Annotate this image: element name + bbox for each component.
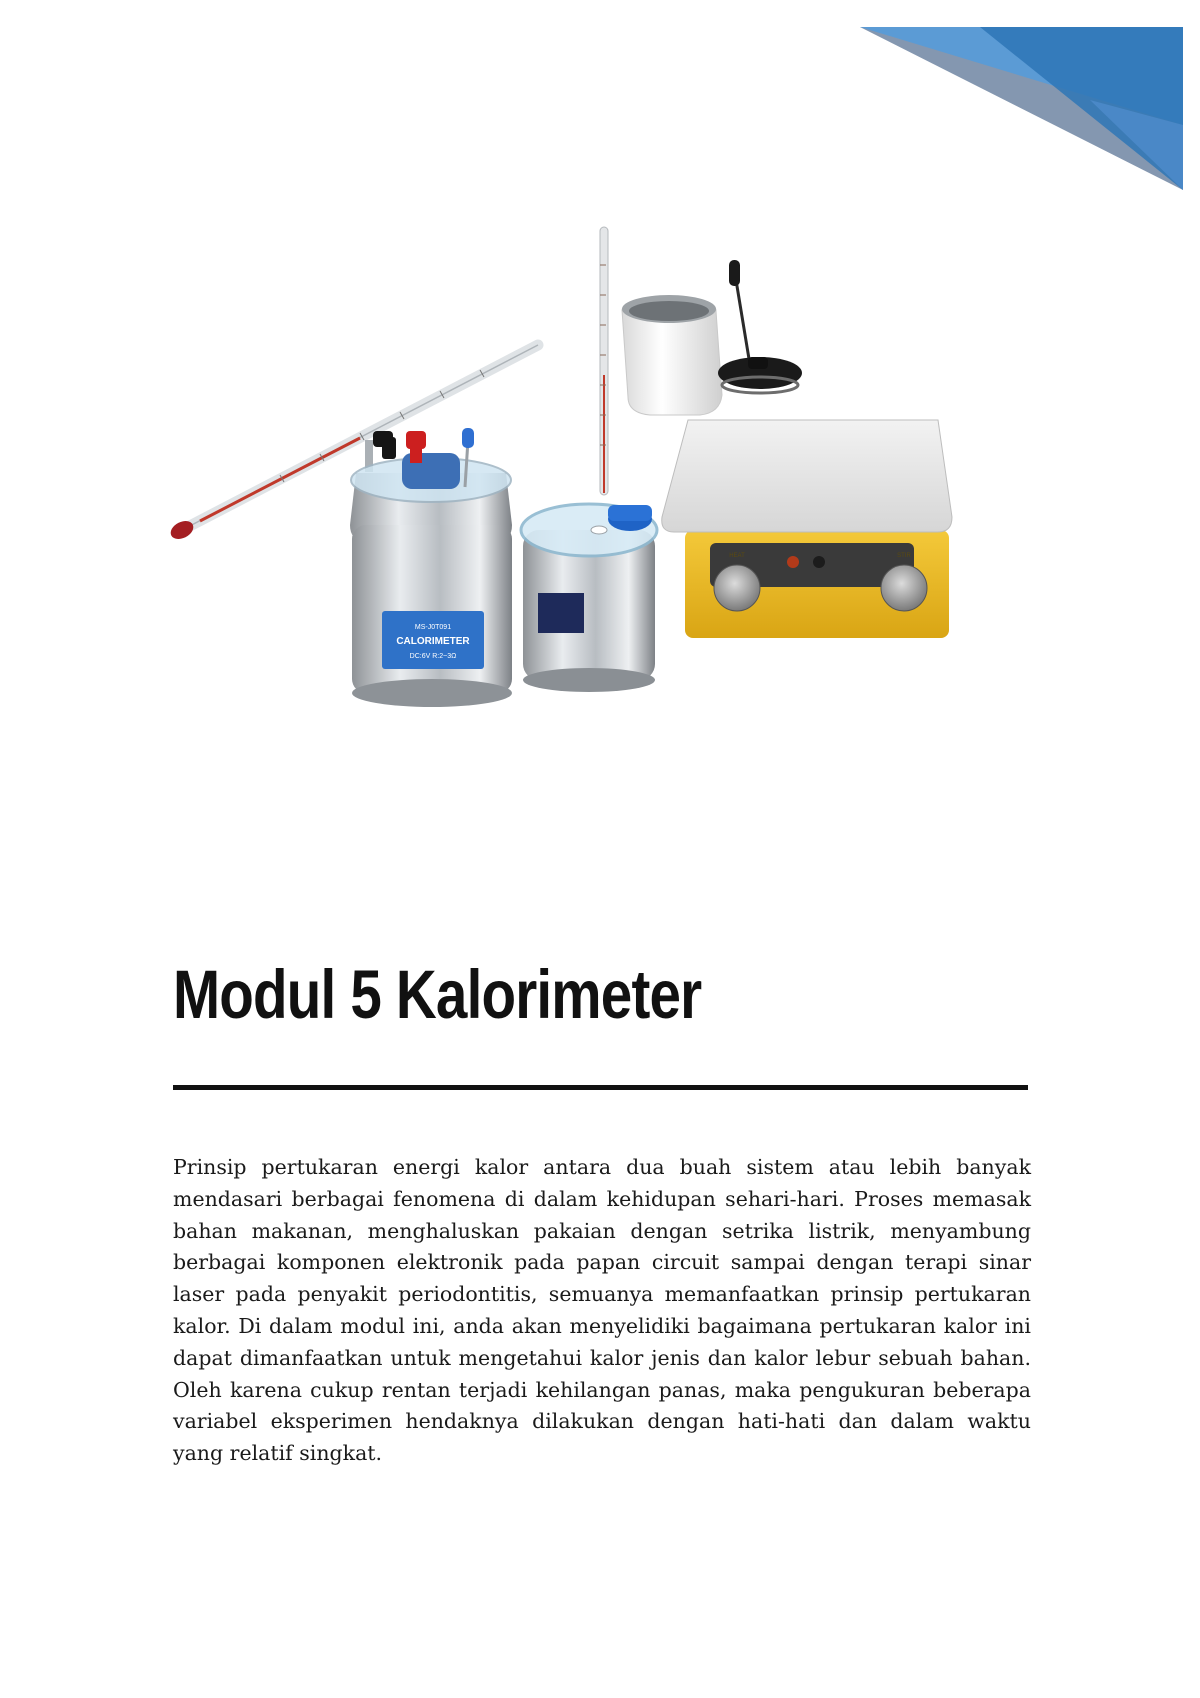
stirrer	[718, 260, 802, 393]
hotplate-stirrer	[662, 420, 952, 638]
calorimeter-small	[521, 504, 657, 692]
intro-paragraph: Prinsip pertukaran energi kalor antara dua buah sistem atau lebih banyak mendasari berbagai fenomena di dalam kehidupan sehari-hari. Proses memasak bahan makanan, menghaluskan pakaian dengan setrika listrik, menyambung berbagai komponen elektronik pada papan circuit sampai dengan terapi sinar laser pada penyakit periodontitis, semuanya memanfaatkan prinsip pertukaran kalor. Di dalam modul ini, anda akan menyelidiki bagaimana pertukaran kalor ini dapat dimanfaatkan untuk mengetahui kalor jenis dan kalor lebur sebuah bahan. Oleh karena cukup rentan terjadi kehilangan panas, maka pengukuran beberapa variabel eksperimen hendaknya dilakukan dengan hati-hati dan dalam waktu yang relatif singkat.	[173, 1155, 1031, 1466]
title-divider	[173, 1085, 1028, 1090]
hotplate-stir-label: STIR	[897, 553, 911, 559]
calorimeter-stainless	[350, 428, 512, 707]
calorimeter-label-text: CALORIMETER	[396, 636, 470, 647]
corner-triangle-dark	[980, 27, 1183, 190]
corner-decoration	[0, 0, 1200, 200]
calorimeter-spec-text: DC:6V R:2~3Ω	[409, 653, 457, 660]
equipment-illustration	[160, 225, 1030, 715]
calorimeter-model-text: MS-J0T091	[414, 624, 452, 631]
inner-cup	[622, 295, 722, 415]
thermometer-vertical	[600, 227, 608, 495]
hotplate-heat-label: HEAT	[729, 553, 745, 559]
page-title: Modul 5 Kalorimeter	[173, 956, 702, 1033]
